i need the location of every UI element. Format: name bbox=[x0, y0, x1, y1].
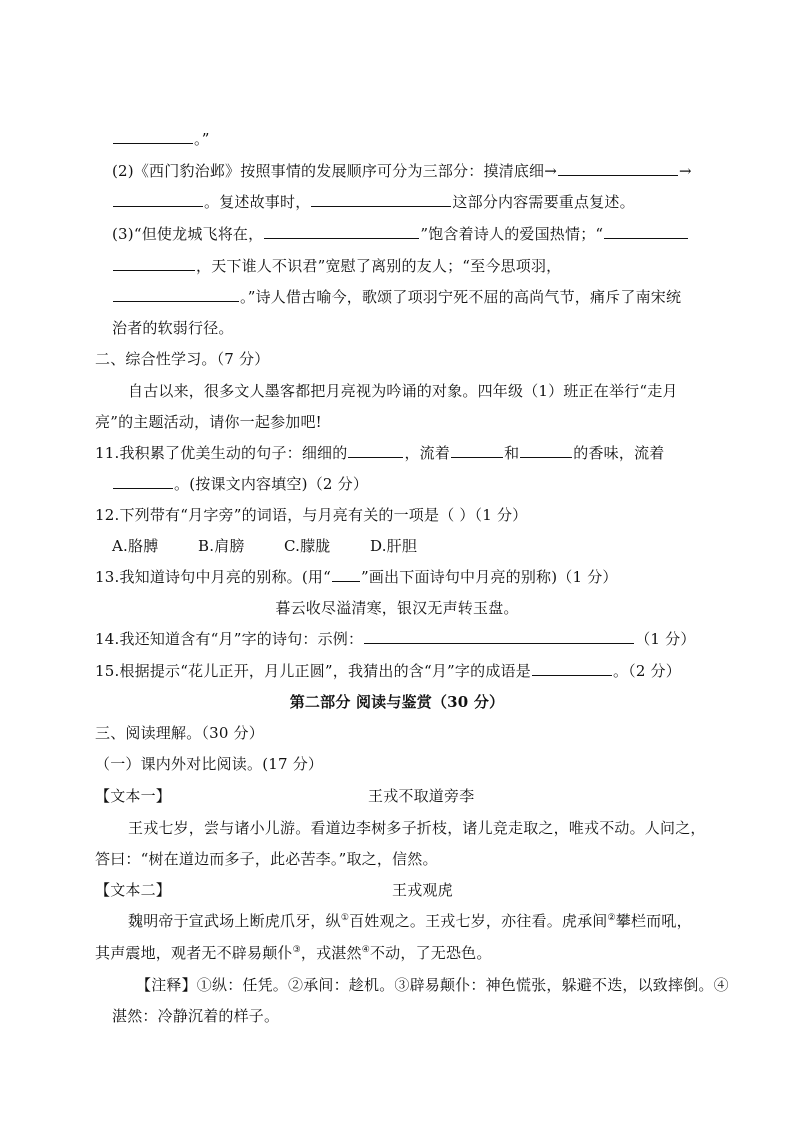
intro-paragraph: 自古以来，很多文人墨客都把月亮视为吟诵的对象。四年级（1）班正在举行“走月 bbox=[128, 382, 678, 400]
text: 。(按课文内容填空)（2 分） bbox=[174, 475, 369, 493]
section-3-title: 三、阅读理解。（30 分） bbox=[95, 724, 264, 742]
option-c[interactable]: C.朦胧 bbox=[284, 537, 331, 555]
text: 治者的软弱行径。 bbox=[112, 319, 234, 337]
text: ，天下谁人不识君”宽慰了离别的友人；“至今思项羽， bbox=[196, 257, 562, 275]
answer-blank[interactable] bbox=[113, 129, 193, 144]
question-13 bbox=[95, 567, 618, 587]
answer-blank[interactable] bbox=[532, 661, 612, 676]
note-mark: ④ bbox=[361, 945, 370, 955]
option-d[interactable]: D.肝胆 bbox=[370, 537, 418, 555]
question-12: 12.下列带有“月字旁”的词语，与月亮有关的一项是（ ）（1 分） bbox=[95, 506, 528, 524]
part-2-title: 第二部分 阅读与鉴赏（30 分） bbox=[289, 693, 505, 711]
text: 。”诗人借古喻今，歌颂了项羽宁死不屈的高尚气节，痛斥了南宋统 bbox=[240, 288, 682, 306]
question-10-3-cont bbox=[112, 318, 234, 338]
text: 魏明帝于宣武场上断虎爪牙，纵 bbox=[128, 912, 341, 930]
text: 13.我知道诗句中月亮的别称。(用“ bbox=[95, 568, 331, 586]
answer-blank[interactable] bbox=[311, 192, 451, 207]
note-mark: ③ bbox=[292, 945, 301, 955]
text: ”饱含着诗人的爱国热情；“ bbox=[420, 225, 604, 243]
text-1-label: 【文本一】 bbox=[95, 787, 172, 805]
question-10-1-tail bbox=[112, 129, 210, 149]
question-11-cont bbox=[112, 474, 368, 494]
text: 不动，了无恐色。 bbox=[369, 944, 492, 962]
annotation: 【注释】①纵：任凭。②承间：趁机。③辟易颠仆：神色慌张，躲避不迭，以致摔倒。④ bbox=[136, 976, 729, 994]
question-10-2 bbox=[112, 161, 692, 181]
annotation: 湛然：冷静沉着的样子。 bbox=[112, 1007, 280, 1025]
text-2-label: 【文本二】 bbox=[95, 881, 172, 899]
question-14 bbox=[95, 629, 696, 649]
text-1-paragraph: 王戎七岁，尝与诸小儿游。看道边李树多子折枝，诸儿竞走取之，唯戎不动。人问之， bbox=[128, 819, 706, 837]
arrow-text: → bbox=[679, 162, 692, 180]
note-mark: ① bbox=[340, 913, 350, 923]
text-2-paragraph bbox=[95, 943, 492, 963]
question-10-3-cont bbox=[112, 256, 561, 276]
subsection-1-title: （一）课内外对比阅读。(17 分） bbox=[95, 755, 324, 773]
text: （1 分） bbox=[635, 630, 696, 648]
note-mark: ② bbox=[607, 913, 616, 923]
text-2-paragraph bbox=[128, 911, 692, 931]
text: 攀栏而吼， bbox=[615, 912, 692, 930]
answer-blank[interactable] bbox=[520, 443, 572, 458]
answer-blank[interactable] bbox=[604, 224, 688, 239]
text: 。” bbox=[194, 130, 210, 148]
text: 。（2 分） bbox=[612, 662, 681, 680]
text: 其声震地，观者无不辟易颠仆 bbox=[95, 944, 293, 962]
underline-sample bbox=[332, 567, 360, 582]
text: 14.我还知道含有“月”字的诗句：示例： bbox=[95, 630, 364, 648]
question-10-3-cont bbox=[112, 287, 681, 307]
text: 这部分内容需要重点复述。 bbox=[452, 193, 635, 211]
question-10-3 bbox=[112, 224, 689, 244]
text: (2)《西门豹治邺》按照事情的发展顺序可分为三部分：摸清底细→ bbox=[112, 162, 558, 180]
question-12-options bbox=[112, 536, 456, 556]
text: ”画出下面诗句中月亮的别称)（1 分） bbox=[360, 568, 618, 586]
question-15 bbox=[95, 661, 681, 681]
text-1-title: 王戎不取道旁李 bbox=[368, 787, 475, 805]
question-10-2-cont bbox=[112, 192, 635, 212]
intro-paragraph: 亮”的主题活动，请你一起参加吧! bbox=[95, 413, 322, 431]
text: 和 bbox=[504, 444, 520, 462]
answer-blank[interactable] bbox=[113, 287, 239, 302]
answer-blank[interactable] bbox=[113, 256, 195, 271]
answer-blank[interactable] bbox=[451, 443, 503, 458]
text: 11.我积累了优美生动的句子：细细的 bbox=[95, 444, 348, 462]
answer-blank[interactable] bbox=[364, 629, 634, 644]
text-2-title: 王戎观虎 bbox=[392, 881, 453, 899]
text: ，戎湛然 bbox=[300, 944, 362, 962]
option-a[interactable]: A.胳膊 bbox=[112, 537, 159, 555]
text: 15.根据提示“花儿正开，月儿正圆”，我猜出的含“月”字的成语是 bbox=[95, 662, 531, 680]
text-1-paragraph: 答曰：“树在道边而多子，此必苦李。”取之，信然。 bbox=[95, 850, 438, 868]
answer-blank[interactable] bbox=[558, 161, 678, 176]
question-11 bbox=[95, 443, 664, 463]
answer-blank[interactable] bbox=[264, 224, 419, 239]
text: ，流着 bbox=[404, 444, 451, 462]
answer-blank[interactable] bbox=[113, 192, 203, 207]
text: 的香味，流着 bbox=[573, 444, 665, 462]
text: (3)“但使龙城飞将在， bbox=[112, 225, 264, 243]
poem-line[interactable]: 暮云收尽溢清寒，银汉无声转玉盘。 bbox=[275, 599, 519, 617]
answer-blank[interactable] bbox=[348, 443, 403, 458]
text: 百姓观之。王戎七岁，亦往看。虎承间 bbox=[349, 912, 608, 930]
text: 。复述故事时， bbox=[204, 193, 311, 211]
section-2-title: 二、综合性学习。（7 分） bbox=[95, 350, 270, 368]
option-b[interactable]: B.肩膀 bbox=[198, 537, 245, 555]
answer-blank[interactable] bbox=[113, 474, 173, 489]
